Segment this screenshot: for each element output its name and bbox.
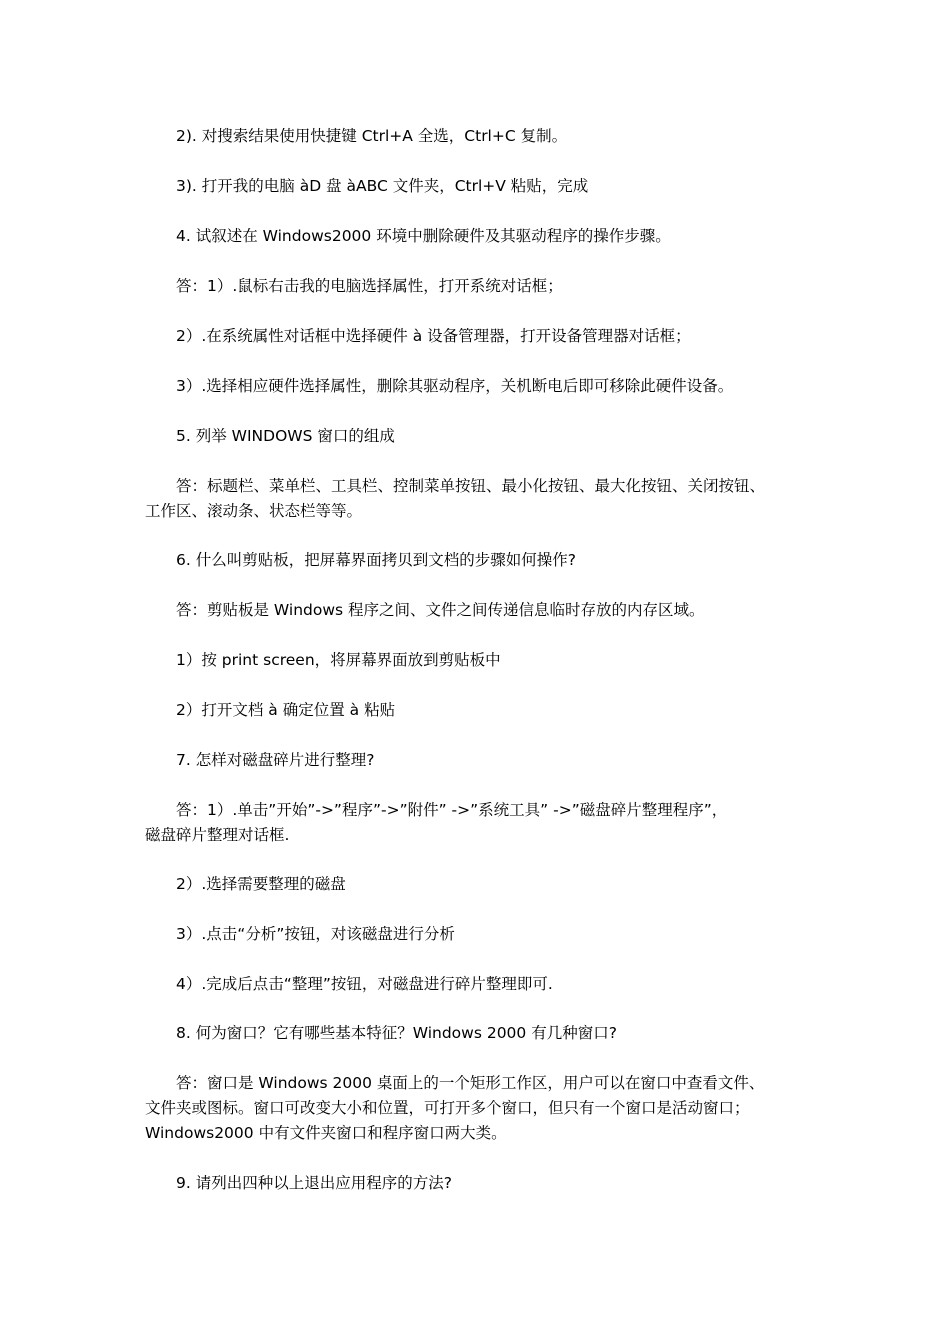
text-line: 答：剪贴板是 Windows 程序之间、文件之间传递信息临时存放的内存区域。	[176, 601, 705, 619]
question-6	[145, 548, 825, 573]
answer-4-step-2	[145, 324, 825, 349]
answer-4-step-3	[145, 374, 825, 399]
text-line: Windows2000 中有文件夹窗口和程序窗口两大类。	[145, 1124, 507, 1142]
question-4	[145, 224, 825, 249]
text-line: 答：标题栏、菜单栏、工具栏、控制菜单按钮、最小化按钮、最大化按钮、关闭按钮、	[176, 477, 766, 495]
text-line: 5. 列举 WINDOWS 窗口的组成	[176, 427, 395, 445]
question-7	[145, 748, 825, 773]
text-line: 答：1）.鼠标右击我的电脑选择属性，打开系统对话框；	[176, 277, 563, 295]
question-5	[145, 424, 825, 449]
text-line: 答：窗口是 Windows 2000 桌面上的一个矩形工作区，用户可以在窗口中查看文件、	[176, 1074, 765, 1092]
text-line: 6. 什么叫剪贴板，把屏幕界面拷贝到文档的步骤如何操作?	[176, 551, 576, 569]
paragraph-step-2-select-copy	[145, 124, 825, 149]
text-line: 4）.完成后点击“整理”按钮，对磁盘进行碎片整理即可.	[176, 975, 553, 993]
paragraph-step-3-paste	[145, 174, 825, 199]
answer-6	[145, 598, 825, 623]
text-line: 磁盘碎片整理对话框.	[145, 826, 290, 844]
text-line: 2）.选择需要整理的磁盘	[176, 875, 346, 893]
answer-7-step-3	[145, 922, 825, 947]
text-line: 1）按 print screen，将屏幕界面放到剪贴板中	[176, 651, 501, 669]
answer-8	[145, 1071, 825, 1146]
text-line: 文件夹或图标。窗口可改变大小和位置，可打开多个窗口，但只有一个窗口是活动窗口；	[145, 1099, 750, 1117]
text-line: 2). 对搜索结果使用快捷键 Ctrl+A 全选，Ctrl+C 复制。	[176, 127, 568, 145]
answer-7-step-4	[145, 972, 825, 997]
text-line: 2）.在系统属性对话框中选择硬件 à 设备管理器，打开设备管理器对话框；	[176, 327, 691, 345]
text-line: 工作区、滚动条、状态栏等等。	[145, 502, 363, 520]
text-line: 3）.选择相应硬件选择属性，删除其驱动程序，关机断电后即可移除此硬件设备。	[176, 377, 734, 395]
text-line: 答：1）.单击”开始”->”程序”->”附件” ->”系统工具” ->”磁盘碎片整理程序”，	[176, 801, 728, 819]
text-line: 3). 打开我的电脑 àD 盘 àABC 文件夹，Ctrl+V 粘贴，完成	[176, 177, 589, 195]
text-line: 8. 何为窗口？它有哪些基本特征？Windows 2000 有几种窗口?	[176, 1024, 617, 1042]
answer-4-step-1	[145, 274, 825, 299]
answer-7-step-2	[145, 872, 825, 897]
answer-5	[145, 474, 825, 524]
answer-6-step-1	[145, 648, 825, 673]
answer-6-step-2	[145, 698, 825, 723]
text-line: 7. 怎样对磁盘碎片进行整理?	[176, 751, 375, 769]
text-line: 4. 试叙述在 Windows2000 环境中删除硬件及其驱动程序的操作步骤。	[176, 227, 671, 245]
question-9	[145, 1171, 825, 1196]
question-8	[145, 1021, 825, 1046]
answer-7-step-1	[145, 798, 825, 848]
text-line: 9. 请列出四种以上退出应用程序的方法?	[176, 1174, 452, 1192]
text-line: 2）打开文档 à 确定位置 à 粘贴	[176, 701, 396, 719]
text-line: 3）.点击“分析”按钮，对该磁盘进行分析	[176, 925, 455, 943]
